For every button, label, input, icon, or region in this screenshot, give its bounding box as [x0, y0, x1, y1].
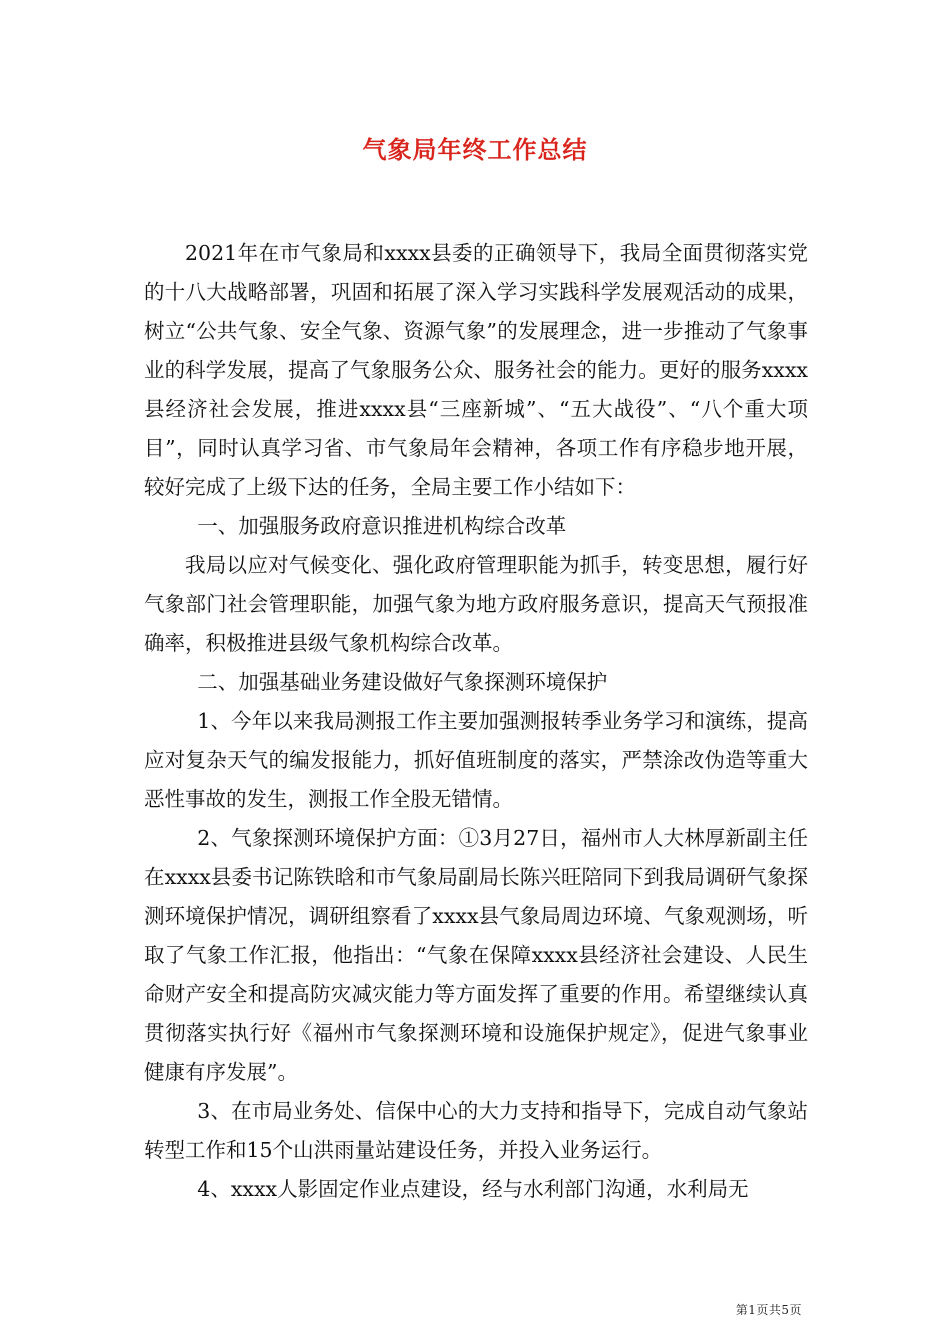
- body-paragraph: 2021年在市气象局和xxxx县委的正确领导下，我局全面贯彻落实党的十八大战略部署，巩固和拓展了深入学习实践科学发展观活动的成果，树立“公共气象、安全气象、资源气象”的发展理念，进一步推动了气象事业的科学发展，提高了气象服务公众、服务社会的能力。更好的服务xxxx县经济社会发展，推进xxxx县“三座新城”、“五大战役”、“八个重大项目”，同时认真学习省、市气象局年会精神，各项工作有序稳步地开展，较好完成了上级下达的任务，全局主要工作小结如下：: [144, 241, 808, 499]
- section-heading: 一、加强服务政府意识推进机构综合改革: [197, 514, 567, 538]
- body-paragraph: 4、xxxx人影固定作业点建设，经与水利部门沟通，水利局无: [197, 1177, 749, 1201]
- body-paragraph: 3、在市局业务处、信保中心的大力支持和指导下，完成自动气象站转型工作和15个山洪雨量站建设任务，并投入业务运行。: [144, 1099, 808, 1162]
- section-heading: 二、加强基础业务建设做好气象探测环境保护: [197, 670, 608, 694]
- document-body: [144, 234, 808, 1209]
- document-title: 气象局年终工作总结: [362, 135, 588, 164]
- page-number: 第1页共5页: [735, 1303, 802, 1317]
- body-paragraph: 2、气象探测环境保护方面：①3月27日，福州市人大林厚新副主任在xxxx县委书记陈铁晗和市气象局副局长陈兴旺陪同下到我局调研气象探测环境保护情况，调研组察看了xxxx县气象局周边环境、气象观测场，听取了气象工作汇报，他指出：“气象在保障xxxx县经济社会建设、人民生命财产安全和提高防灾减灾能力等方面发挥了重要的作用。希望继续认真贯彻落实执行好《福州市气象探测环境和设施保护规定》，促进气象事业健康有序发展”。: [144, 826, 808, 1084]
- body-paragraph: 1、今年以来我局测报工作主要加强测报转季业务学习和演练，提高应对复杂天气的编发报能力，抓好值班制度的落实，严禁涂改伪造等重大恶性事故的发生，测报工作全股无错情。: [144, 709, 808, 811]
- body-paragraph: 我局以应对气候变化、强化政府管理职能为抓手，转变思想，履行好气象部门社会管理职能，加强气象为地方政府服务意识，提高天气预报准确率，积极推进县级气象机构综合改革。: [144, 553, 808, 655]
